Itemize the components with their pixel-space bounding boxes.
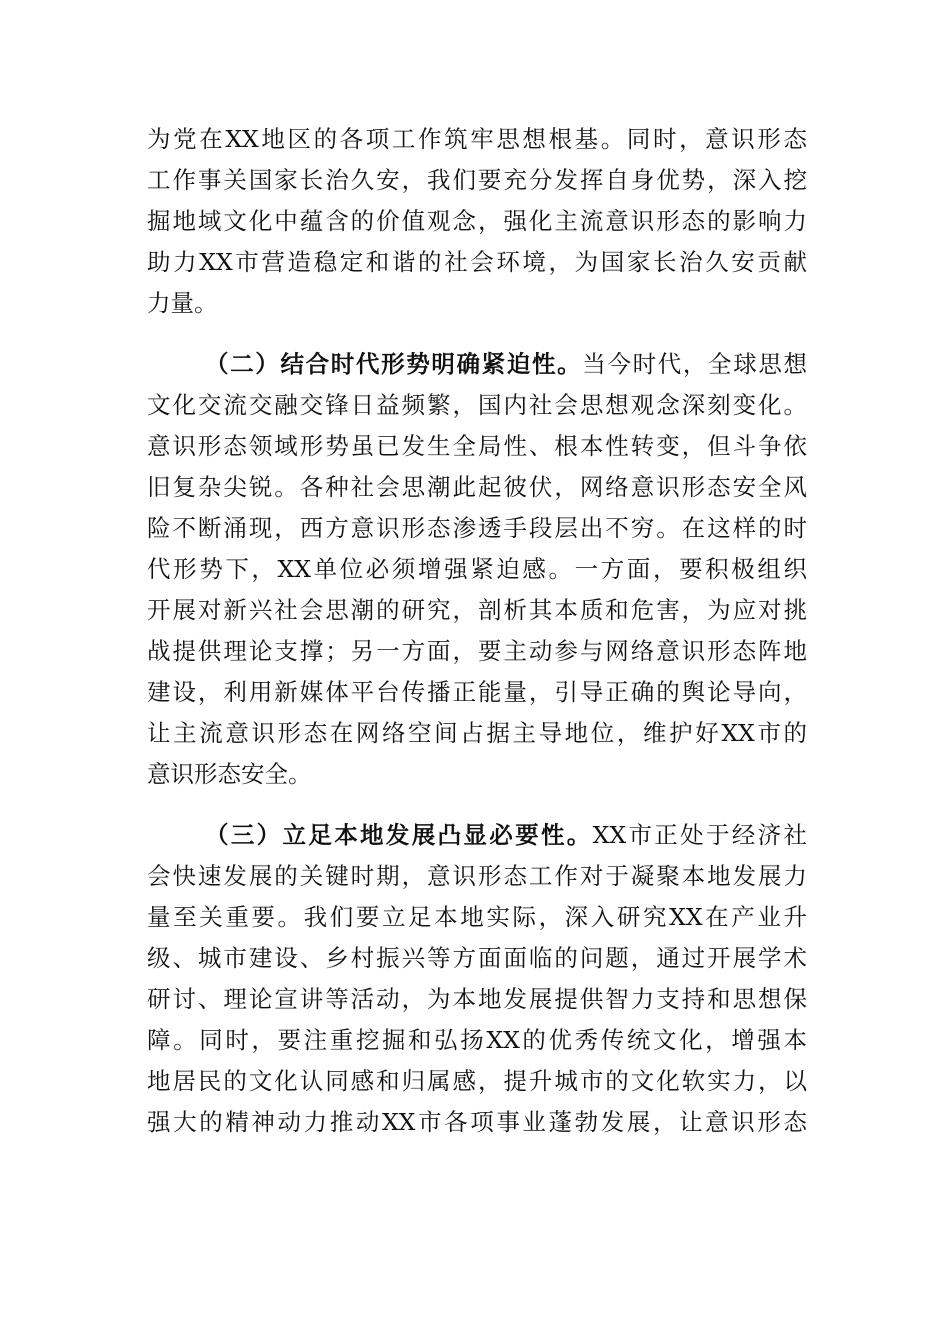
para3-line-8: 强大的精神动力推动XX市各项事业蓬勃发展，让意识形态 bbox=[147, 1108, 807, 1136]
para2-line-5: 险不断涌现，西方意识形态渗透手段层出不穷。在这样的时 bbox=[147, 514, 807, 542]
para1-line-4: 助力XX市营造稳定和谐的社会环境，为国家长治久安贡献 bbox=[147, 248, 807, 276]
para2-line-8: 战提供理论支撑；另一方面，要主动参与网络意识形态阵地 bbox=[147, 637, 807, 665]
para2-line-10: 让主流意识形态在网络空间占据主导地位，维护好XX市的 bbox=[147, 719, 807, 747]
para3-heading: （三）立足本地发展凸显必要性。 bbox=[205, 821, 593, 849]
para1-line-3: 掘地域文化中蕴含的价值观念，强化主流意识形态的影响力 bbox=[147, 207, 807, 235]
para2-line-6: 代形势下，XX单位必须增强紧迫感。一方面，要积极组织 bbox=[147, 555, 807, 583]
para3-line-5: 研讨、理论宣讲等活动，为本地发展提供智力支持和思想保 bbox=[147, 985, 807, 1013]
para3-line-4: 级、城市建设、乡村振兴等方面面临的问题，通过开展学术 bbox=[147, 944, 807, 972]
para1-line-1: 为党在XX地区的各项工作筑牢思想根基。同时，意识形态 bbox=[147, 125, 807, 153]
para2-line-2: 文化交流交融交锋日益频繁，国内社会思想观念深刻变化。 bbox=[147, 391, 807, 419]
para2-first-line-rest: 当今时代，全球思想 bbox=[582, 350, 808, 378]
para3-line-3: 量至关重要。我们要立足本地实际，深入研究XX在产业升 bbox=[147, 903, 807, 931]
para1-line-5: 力量。 bbox=[147, 289, 218, 317]
para2-line-7: 开展对新兴社会思潮的研究，剖析其本质和危害，为应对挑 bbox=[147, 596, 807, 624]
para2-line-11: 意识形态安全。 bbox=[147, 760, 312, 788]
para1-line-2: 工作事关国家长治久安，我们要充分发挥自身优势，深入挖 bbox=[147, 166, 807, 194]
para3-line-6: 障。同时，要注重挖掘和弘扬XX的优秀传统文化，增强本 bbox=[147, 1026, 807, 1054]
para2-line-3: 意识形态领域形势虽已发生全局性、根本性转变，但斗争依 bbox=[147, 432, 807, 460]
para2-heading: （二）结合时代形势明确紧迫性。 bbox=[205, 350, 583, 378]
para2-line-9: 建设，利用新媒体平台传播正能量，引导正确的舆论导向， bbox=[147, 678, 807, 706]
para3-line-7: 地居民的文化认同感和归属感，提升城市的文化软实力，以 bbox=[147, 1067, 807, 1095]
para2-line-4: 旧复杂尖锐。各种社会思潮此起彼伏，网络意识形态安全风 bbox=[147, 473, 807, 501]
para3-first-line-rest: XX市正处于经济社 bbox=[592, 821, 807, 849]
para3-first-line bbox=[205, 815, 807, 855]
para3-line-2: 会快速发展的关键时期，意识形态工作对于凝聚本地发展力 bbox=[147, 862, 807, 890]
para2-first-line bbox=[205, 344, 807, 384]
